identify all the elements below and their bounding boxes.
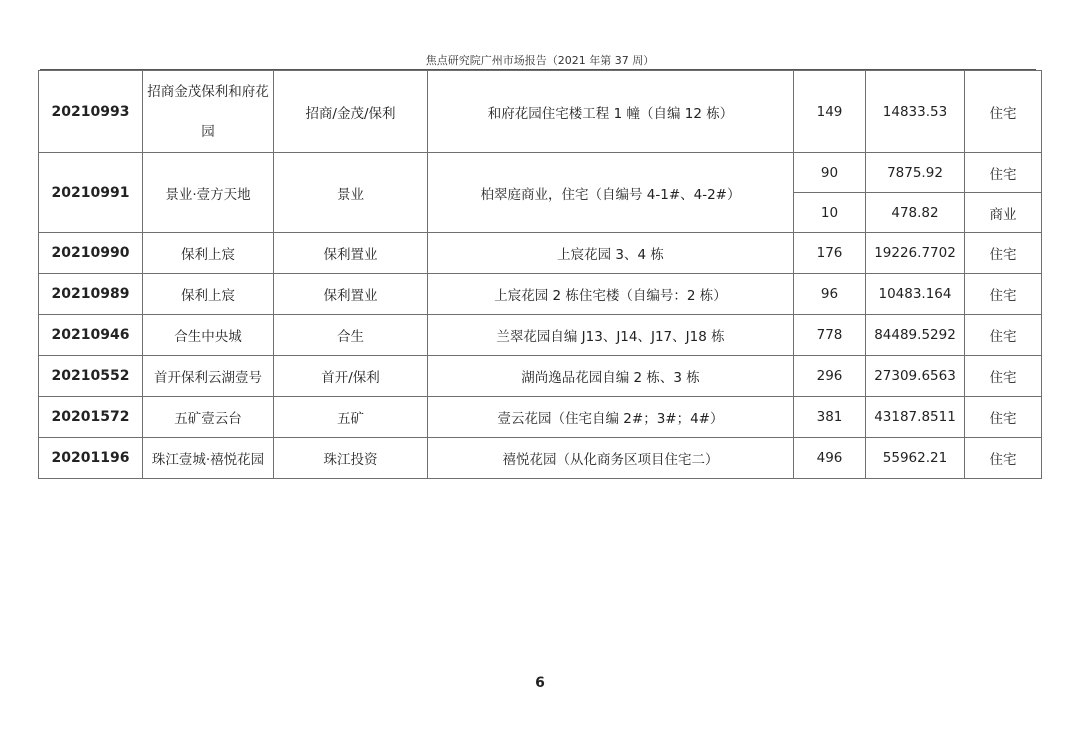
project-name-cell: 招商金茂保利和府花园 [143,71,274,153]
developer-cell: 五矿 [274,397,428,438]
area-cell: 55962.21 [866,438,965,479]
table-row [39,438,1042,479]
permit-code-cell: 20201196 [39,438,143,479]
developer-cell: 招商/金茂/保利 [274,71,428,153]
usage-cell: 住宅 [965,315,1042,356]
table-row [39,71,1042,153]
developer-cell: 景业 [274,153,428,233]
area-cell: 478.82 [866,193,965,233]
building-cell: 兰翠花园自编 J13、J14、J17、J18 栋 [428,315,794,356]
page-header-title: 焦点研究院广州市场报告（2021 年第 37 周） [425,54,655,67]
units-cell: 778 [794,315,866,356]
units-cell: 96 [794,274,866,315]
table-row [39,274,1042,315]
units-cell: 10 [794,193,866,233]
project-name-cell: 合生中央城 [143,315,274,356]
area-cell: 19226.7702 [866,233,965,274]
developer-cell: 保利置业 [274,233,428,274]
developer-cell: 保利置业 [274,274,428,315]
permit-code-cell: 20210991 [39,153,143,233]
area-cell: 84489.5292 [866,315,965,356]
developer-cell: 珠江投资 [274,438,428,479]
area-cell: 27309.6563 [866,356,965,397]
permit-code-cell: 20210989 [39,274,143,315]
table-row [39,153,1042,193]
usage-cell: 住宅 [965,356,1042,397]
building-cell: 湖尚逸品花园自编 2 栋、3 栋 [428,356,794,397]
table-row [39,315,1042,356]
usage-cell: 住宅 [965,397,1042,438]
table-row [39,397,1042,438]
permit-code-cell: 20210990 [39,233,143,274]
permit-code-cell: 20210552 [39,356,143,397]
building-cell: 上宸花园 3、4 栋 [428,233,794,274]
usage-cell: 住宅 [965,274,1042,315]
permit-code-cell: 20210946 [39,315,143,356]
building-cell: 壹云花园（住宅自编 2#；3#；4#） [428,397,794,438]
units-cell: 90 [794,153,866,193]
usage-cell: 住宅 [965,153,1042,193]
units-cell: 496 [794,438,866,479]
developer-cell: 首开/保利 [274,356,428,397]
project-name-cell: 保利上宸 [143,233,274,274]
usage-cell: 住宅 [965,71,1042,153]
usage-cell: 住宅 [965,233,1042,274]
developer-cell: 合生 [274,315,428,356]
building-cell: 和府花园住宅楼工程 1 幢（自编 12 栋） [428,71,794,153]
project-name-cell: 首开保利云湖壹号 [143,356,274,397]
usage-cell: 商业 [965,193,1042,233]
area-cell: 7875.92 [866,153,965,193]
units-cell: 149 [794,71,866,153]
permit-code-cell: 20210993 [39,71,143,153]
project-name-cell: 保利上宸 [143,274,274,315]
project-name-cell: 珠江壹城·禧悦花园 [143,438,274,479]
project-name-cell: 五矿壹云台 [143,397,274,438]
building-cell: 柏翠庭商业，住宅（自编号 4-1#、4-2#） [428,153,794,233]
units-cell: 176 [794,233,866,274]
units-cell: 381 [794,397,866,438]
page-number: 6 [535,675,545,691]
building-cell: 上宸花园 2 栋住宅楼（自编号：2 栋） [428,274,794,315]
area-cell: 14833.53 [866,71,965,153]
units-cell: 296 [794,356,866,397]
building-cell: 禧悦花园（从化商务区项目住宅二） [428,438,794,479]
table-row [39,356,1042,397]
permit-code-cell: 20201572 [39,397,143,438]
project-name-cell: 景业·壹方天地 [143,153,274,233]
usage-cell: 住宅 [965,438,1042,479]
table-row [39,233,1042,274]
presale-permit-table [38,70,1042,479]
area-cell: 10483.164 [866,274,965,315]
area-cell: 43187.8511 [866,397,965,438]
